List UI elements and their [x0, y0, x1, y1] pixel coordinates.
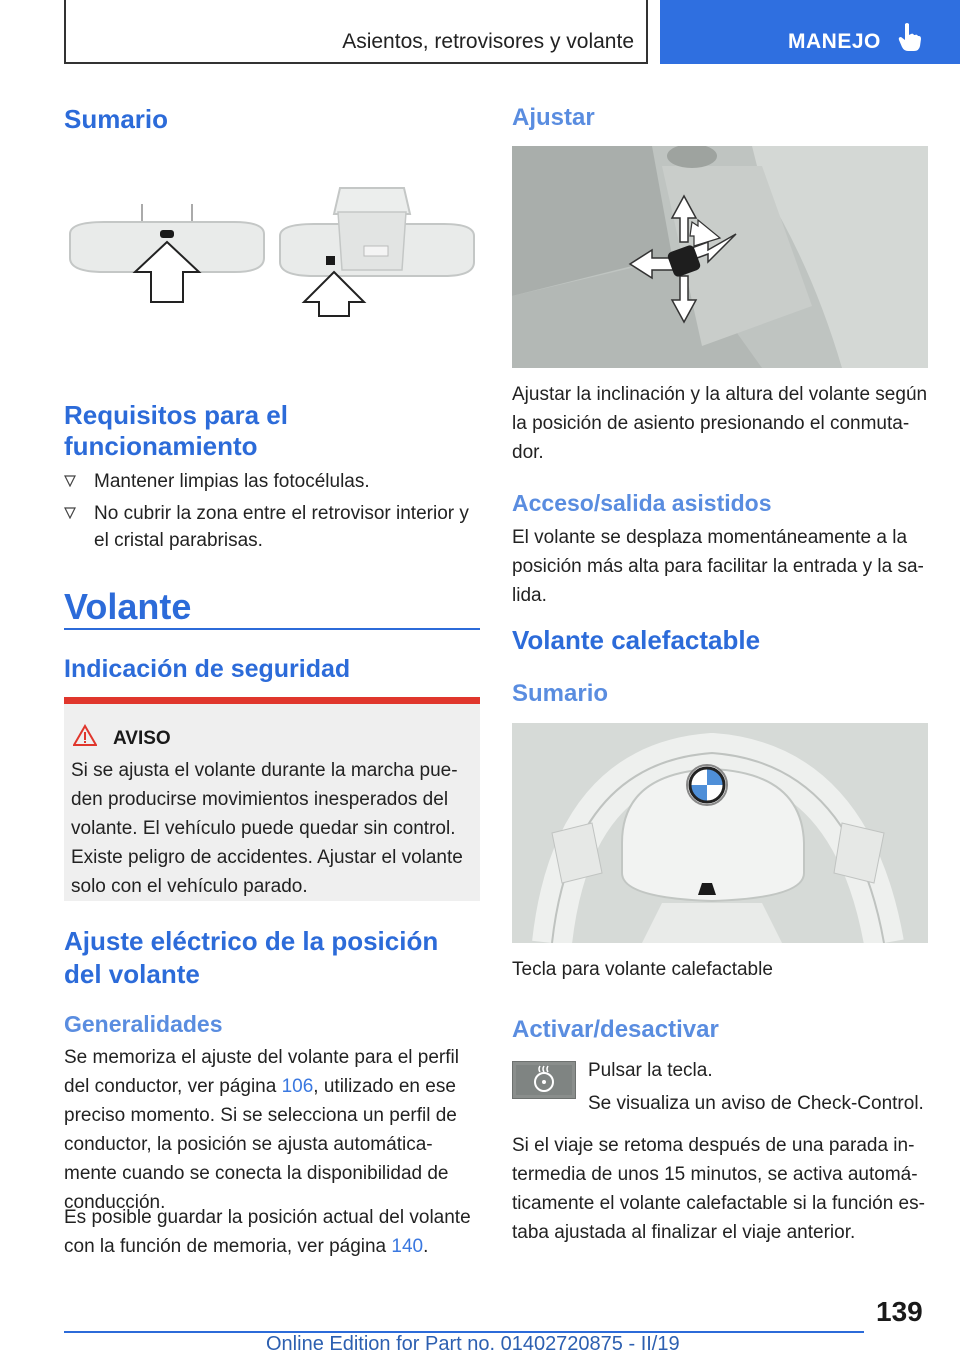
viaje-paragraph [512, 1131, 952, 1247]
title-rule [64, 628, 480, 630]
safety-heading: Indicación de seguridad [64, 655, 351, 683]
generalidades-paragraph [64, 1043, 484, 1217]
paragraph-text: con la función de memoria, ver página [64, 1236, 392, 1257]
generalidades-heading: Generalidades [64, 1011, 223, 1037]
warning-line: Existe peligro de accidentes. Ajustar el volante [71, 847, 463, 868]
memory-paragraph [64, 1203, 484, 1261]
requirements-heading-line2: funcionamiento [64, 431, 258, 461]
paragraph-line: conductor, la posición se ajusta automática- [64, 1134, 433, 1155]
requirements-heading [64, 400, 288, 462]
paragraph-line: El volante se desplaza momentáneamente a la [512, 527, 908, 548]
tecla-caption: Tecla para volante calefactable [512, 959, 773, 980]
paragraph-line: Si el viaje se retoma después de una parada in- [512, 1135, 915, 1156]
hand-pointer-icon [898, 22, 922, 52]
paragraph-line: ticamente el volante calefactable si la función es- [512, 1193, 925, 1214]
paragraph-line: Ajustar la inclinación y la altura del volante según [512, 384, 928, 405]
paragraph-line: dor. [512, 442, 544, 463]
sumario-heading: Sumario [64, 104, 169, 134]
section-title: Asientos, retrovisores y volante [342, 30, 634, 53]
electric-adjust-heading [64, 925, 438, 991]
paragraph-line [64, 1232, 484, 1261]
electric-adjust-heading-line2: del volante [64, 959, 200, 989]
paragraph-line: conducción. [64, 1192, 166, 1213]
warning-triangle-icon [73, 724, 97, 746]
heated-steering-wheel-icon [513, 1062, 575, 1098]
warning-box [64, 697, 480, 901]
header-section-box [64, 0, 648, 64]
steering-column-switch-photo [512, 146, 928, 368]
volante-title: Volante [64, 586, 192, 627]
pulsar-text: Pulsar la tecla. [588, 1060, 713, 1081]
paragraph-line: preciso momento. Si se selecciona un perfil de [64, 1105, 457, 1126]
heated-wheel-heading: Volante calefactable [512, 625, 761, 655]
requirements-heading-line1: Requisitos para el [64, 400, 288, 430]
steering-adjust-illustration [512, 146, 928, 368]
paragraph-text: . [423, 1236, 429, 1257]
warning-text [71, 756, 463, 901]
paragraph-line: taba ajustada al finalizar el viaje anterior. [512, 1222, 856, 1243]
acceso-paragraph [512, 523, 942, 610]
heated-wheel-button[interactable] [512, 1061, 576, 1099]
paragraph-text: del conductor, ver página [64, 1076, 282, 1097]
paragraph-line: Se memoriza el ajuste del volante para el perfil [64, 1047, 459, 1068]
paragraph-line [64, 1072, 484, 1101]
paragraph-line: termedia de unos 15 minutos, se activa automá- [512, 1164, 918, 1185]
list-item-text: Mantener limpias las fotocélulas. [94, 471, 370, 492]
list-item-text-cont: el cristal parabrisas. [94, 530, 263, 551]
visualiza-text: Se visualiza un aviso de Check-Control. [588, 1093, 924, 1114]
paragraph-line: la posición de asiento presionando el conmuta- [512, 413, 910, 434]
acceso-heading: Acceso/salida asistidos [512, 490, 772, 516]
sumario-subheading: Sumario [512, 680, 609, 707]
steering-wheel-photo [512, 723, 928, 943]
steering-wheel-illustration [512, 723, 928, 943]
page-link-106[interactable]: 106 [281, 1076, 314, 1097]
edition-footer: Online Edition for Part no. 01402720875 - II/19 [266, 1333, 680, 1355]
activar-heading: Activar/desactivar [512, 1016, 719, 1043]
rearview-mirror-illustration [64, 184, 480, 324]
triangle-bullet-icon [64, 507, 76, 519]
triangle-bullet-icon [64, 475, 76, 487]
electric-adjust-heading-line1: Ajuste eléctrico de la posición [64, 926, 439, 956]
ajustar-heading: Ajustar [512, 104, 595, 131]
chapter-label: MANEJO [788, 30, 881, 53]
page-link-140[interactable]: 140 [391, 1236, 424, 1257]
paragraph-text: , utilizado en ese [313, 1076, 456, 1097]
list-item-text: No cubrir la zona entre el retrovisor interior y [94, 503, 469, 524]
paragraph-line: mente cuando se conecta la disponibilidad de [64, 1163, 449, 1184]
warning-line: Si se ajusta el volante durante la marcha pue- [71, 760, 458, 781]
chapter-tab[interactable] [660, 0, 960, 64]
ajustar-paragraph [512, 380, 942, 467]
paragraph-line: lida. [512, 585, 547, 606]
paragraph-line: posición más alta para facilitar la entrada y la sa- [512, 556, 924, 577]
warning-label: AVISO [113, 728, 171, 749]
warning-line: volante. El vehículo puede quedar sin control. [71, 818, 456, 839]
paragraph-line: Es posible guardar la posición actual del volante [64, 1207, 471, 1228]
warning-line: solo con el vehículo parado. [71, 876, 308, 897]
warning-line: den producirse movimientos inesperados del [71, 789, 449, 810]
page-number: 139 [876, 1296, 923, 1327]
